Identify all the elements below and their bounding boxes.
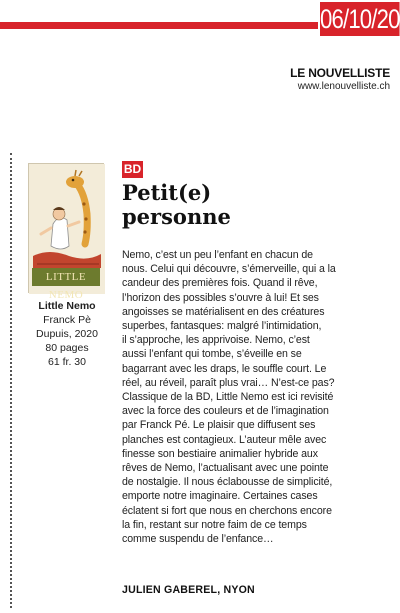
body-line: finesse son bestiaire animalier hybride aux [122, 447, 318, 460]
body-line: aussi l’enfant qui tombe, s’éveille en se [122, 348, 302, 361]
body-line: avec la force des couleurs et de l’imagination [122, 405, 329, 418]
article-body [122, 248, 392, 546]
body-line: réel, au réveil, paraît plus vrai… N’est-ce pas? [122, 376, 335, 389]
date-bar [0, 0, 400, 50]
body-line: nous. Celui qui découvre, s’émerveille, qui a la [122, 263, 336, 276]
book-title: Little Nemo [38, 300, 96, 312]
body-line: il s’approche, les apprivoise. Nemo, c’est [122, 334, 310, 347]
book-publisher-year: Dupuis, 2020 [36, 328, 98, 340]
body-line: Nemo, c’est un peu l’enfant en chacun de [122, 249, 313, 261]
article-headline [122, 181, 392, 229]
newspaper-name: LE NOUVELLISTE [290, 66, 390, 80]
body-line: éclatent si fort que nous en cherchons encore [122, 504, 332, 517]
book-cover [28, 163, 104, 301]
book-details [12, 299, 122, 369]
author-signature: JULIEN GABEREL, NYON [122, 584, 255, 596]
newspaper-url: www.lenouvelliste.ch [297, 81, 390, 92]
body-line: emporte notre imaginaire. Certaines cases [122, 490, 318, 503]
red-rule [0, 22, 318, 29]
article-box [10, 153, 400, 608]
body-line: l’horizon des possibles s’ouvre à lui! Et ses [122, 291, 319, 304]
body-line: candeur des premières fois. Quand il rêve, [122, 277, 318, 290]
issue-date: 06/10/20 [320, 4, 400, 34]
body-line: comme suspendu de l’enfance… [122, 533, 274, 546]
body-line: planches est contagieux. L’auteur mêle avec [122, 433, 327, 446]
headline-line: Petit(e) [122, 180, 212, 205]
book-pages: 80 pages [45, 342, 89, 354]
body-line: angoisses se matérialisent en des créatures [122, 305, 325, 318]
book-price: 61 fr. 30 [48, 356, 86, 368]
source-block [290, 66, 390, 92]
body-line: Classique de la BD, Little Nemo est ici revisité [122, 391, 334, 404]
body-line: superbes, fantasques: malgré l’intimidation, [122, 320, 322, 333]
body-line: de nostalgie. Il nous éclabousse de simplicité, [122, 476, 333, 489]
body-line: bagarrant avec les draps, le souffle court. Le [122, 362, 327, 375]
category-badge: BD [123, 162, 142, 176]
body-line: rêves de Nemo, l’actualisant avec une pointe [122, 462, 329, 475]
book-author: Franck Pè [43, 314, 91, 326]
cover-title: LITTLE NEMO [32, 268, 100, 286]
body-line: la fin, restant sur notre faim de ce temps [122, 518, 307, 531]
headline-line: personne [122, 204, 231, 229]
body-line: par Franck Pé. Le plaisir que diffusent ses [122, 419, 316, 432]
